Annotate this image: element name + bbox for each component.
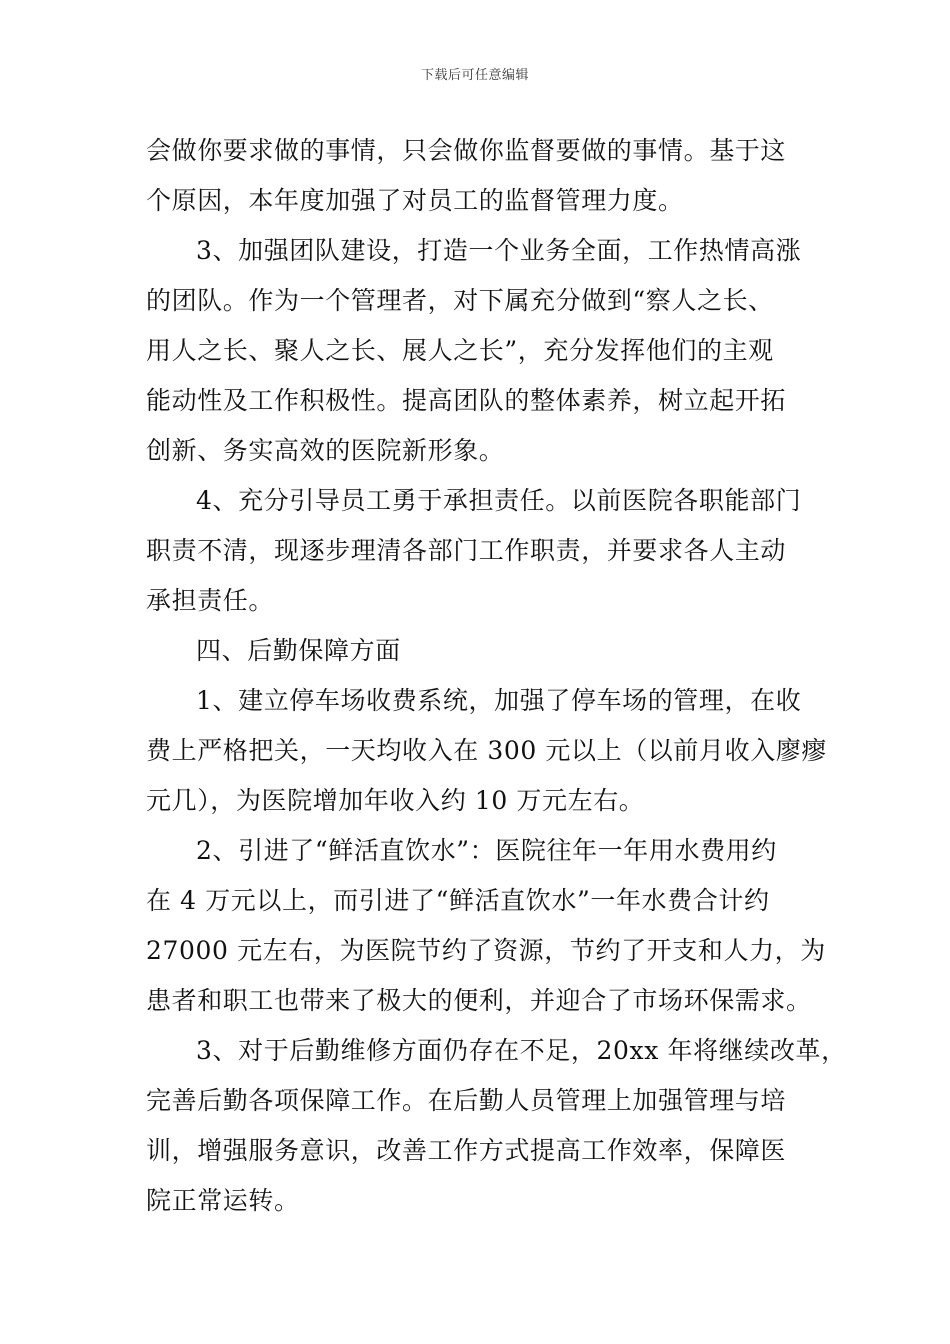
text-line: 3、对于后勤维修方面仍存在不足，20xx 年将继续改革，	[196, 1036, 847, 1065]
text-line: 在 4 万元以上，而引进了“鲜活直饮水”一年水费合计约	[146, 886, 770, 915]
section-heading: 四、后勤保障方面	[196, 636, 401, 665]
text-line: 1、建立停车场收费系统，加强了停车场的管理，在收	[196, 686, 802, 715]
text-line: 职责不清，现逐步理清各部门工作职责，并要求各人主动	[146, 536, 787, 565]
text-line: 4、充分引导员工勇于承担责任。以前医院各职能部门	[196, 486, 802, 515]
text-line: 的团队。作为一个管理者，对下属充分做到“察人之长、	[146, 286, 774, 315]
text-line: 3、加强团队建设，打造一个业务全面，工作热情高涨	[196, 236, 802, 265]
text-line: 能动性及工作积极性。提高团队的整体素养，树立起开拓	[146, 386, 787, 415]
text-line: 费上严格把关，一天均收入在 300 元以上（以前月收入廖瘳	[146, 736, 828, 765]
text-line: 训，增强服务意识，改善工作方式提高工作效率，保障医	[146, 1136, 787, 1165]
text-line: 会做你要求做的事情，只会做你监督要做的事情。基于这	[146, 136, 787, 165]
text-line: 元几），为医院增加年收入约 10 万元左右。	[146, 786, 645, 815]
text-line: 承担责任。	[146, 586, 275, 615]
text-line: 个原因，本年度加强了对员工的监督管理力度。	[146, 186, 684, 215]
text-line: 2、引进了“鲜活直饮水”：医院往年一年用水费用约	[196, 836, 777, 865]
text-line: 院正常运转。	[146, 1186, 300, 1215]
text-line: 用人之长、聚人之长、展人之长”，充分发挥他们的主观	[146, 336, 774, 365]
page-header: 下载后可任意编辑	[420, 68, 529, 83]
text-line: 27000 元左右，为医院节约了资源，节约了开支和人力，为	[146, 936, 826, 965]
text-line: 完善后勤各项保障工作。在后勤人员管理上加强管理与培	[146, 1086, 787, 1115]
text-line: 患者和职工也带来了极大的便利，并迎合了市场环保需求。	[146, 986, 812, 1015]
text-line: 创新、务实高效的医院新形象。	[146, 436, 505, 465]
document-body	[146, 126, 847, 1226]
